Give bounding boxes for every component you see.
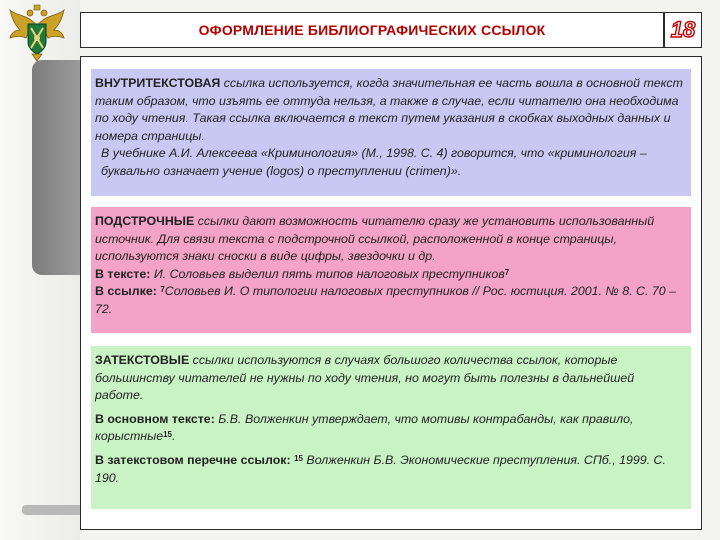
footnote-in-ref-label: В ссылке: bbox=[95, 284, 157, 299]
endnote-list-example: Волженкин Б.В. Экономические преступления. СПб., 1999. С. 190. bbox=[95, 452, 666, 485]
page-number: 18 bbox=[670, 17, 696, 42]
slide-title: ОФОРМЛЕНИЕ БИБЛИОГРАФИЧЕСКИХ ССЫЛОК bbox=[198, 22, 546, 38]
slide-title-bar bbox=[80, 12, 664, 48]
footnote-in-text-label: В тексте: bbox=[95, 266, 151, 281]
footnote-in-text-example: И. Соловьев выделил пять типов налоговых преступников bbox=[150, 266, 505, 281]
intext-citation-box bbox=[91, 69, 691, 196]
intext-body: ссылка используется, когда значительная ее часть вошла в основной текст таким образом, что изъять ее оттуда нельзя, а также в случае, если читателю она необходима по ходу чтения. Такая ссылка включается в текст путем указания в скобках выходных данных и номера страницы. bbox=[95, 76, 683, 143]
intext-term: ВНУТРИТЕКСТОВАЯ bbox=[95, 76, 221, 90]
left-gray-tab bbox=[22, 505, 80, 515]
endnote-main-label: В основном тексте: bbox=[95, 411, 215, 426]
footnote-term: ПОДСТРОЧНЫЕ bbox=[95, 214, 195, 228]
endnote-main-sup: 15 bbox=[163, 430, 173, 440]
footnote-in-ref-line bbox=[95, 283, 683, 318]
page-number-badge bbox=[664, 12, 702, 48]
endnote-main-example: Б.В. Волженкин утверждает, что мотивы контрабанды, как правило, корыстные bbox=[95, 411, 634, 444]
endnote-list-label: В затекстовом перечне ссылок: bbox=[95, 452, 291, 467]
footnote-citation-box bbox=[91, 207, 691, 333]
endnote-citation-box bbox=[91, 346, 691, 509]
footnote-in-text-sup: 7 bbox=[504, 267, 510, 277]
left-gray-panel bbox=[32, 60, 80, 275]
footnote-body: ссылки дают возможность читателю сразу же установить использованный источник. Для связи текста с подстрочной ссылкой, расположенной в конце страницы, используются знаки сноски в виде цифры, звездочки и др. bbox=[95, 214, 655, 264]
endnote-main-tail: . bbox=[172, 429, 176, 444]
footnote-in-ref-sup: 7 bbox=[160, 285, 165, 295]
endnote-list-sup: 15 bbox=[294, 453, 303, 463]
intext-example: В учебнике А.И. Алексеева «Криминология» (М., 1998. С. 4) говорится, что «криминология – буквально означает учение (logos) о преступлении (crimen)». bbox=[101, 146, 647, 178]
customs-eagle-emblem-icon bbox=[6, 4, 68, 62]
endnote-body: ссылки используются в случаях большого количества ссылок, которые большинству читателей не нужны по ходу чтения, но могут быть полезны в дальнейшей работе. bbox=[95, 353, 635, 403]
endnote-list-line bbox=[95, 452, 683, 487]
footnote-in-ref-example: Соловьев И. О типологии налоговых преступников // Рос. юстиция. 2001. № 8. С. 70 – 72. bbox=[95, 284, 676, 316]
footnote-in-text-line bbox=[95, 266, 683, 284]
endnote-main-line bbox=[95, 411, 683, 446]
endnote-term: ЗАТЕКСТОВЫЕ bbox=[95, 353, 190, 367]
